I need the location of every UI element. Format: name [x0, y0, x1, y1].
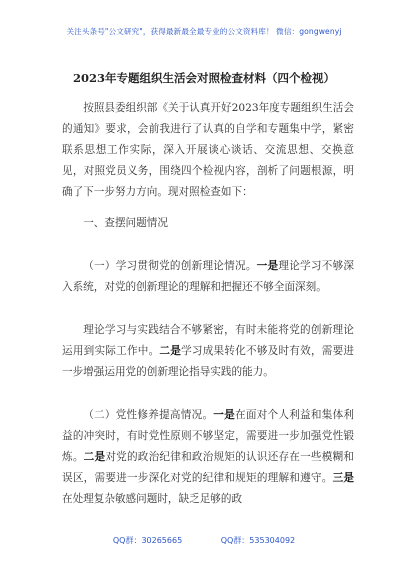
footer-qq-2: QQ群：535304092 [220, 536, 296, 545]
header-promo-note: 关注头条号"公文研究"，获得最新最全最专业的公文资料库！ 微信：gongwenyj [66, 27, 342, 36]
item-2-two-text: 对党的政治纪律和政治规矩的认识还存在一些模糊和误区，需要进一步深化对党的纪律和规矩的理解和遵守。 [62, 451, 355, 484]
item-1-two-label: 二是 [159, 345, 182, 357]
document-title: 2023年专题组织生活会对照检查材料（四个检视） [72, 71, 335, 85]
item-2-lead: （二）党性修养提高情况。 [83, 409, 214, 421]
item-1-two-text: 学习成果转化不够及时有效，需要进一步增强运用党的创新理论指导实践的能力。 [62, 345, 355, 378]
item-1-one-label: 一是 [256, 260, 279, 272]
item-1-paragraph [62, 256, 354, 298]
footer-qq-groups [0, 535, 408, 546]
item-1-lead: （一）学习贯彻党的创新理论情况。 [83, 260, 257, 272]
document-body [62, 98, 354, 510]
item-2-one-label: 一是 [213, 409, 235, 421]
item-1-cont-text: 理论学习与实践结合不够紧密，有时未能将党的创新理论运用到实际工作中。 [62, 324, 354, 357]
intro-paragraph: 按照县委组织部《关于认真开好2023年度专题组织生活会的通知》要求，会前我进行了认真的自学和专题集中学，紧密联系思想工作实际，深入开展谈心谈话、交流思想、交换意见，对照党员义务，围绕四个检视内容，剖析了问题根源，明确了下一步努力方向。现对照检查如下： [62, 102, 354, 198]
section-heading-1: 一、查摆问题情况 [83, 217, 168, 229]
item-2-two-label: 二是 [83, 451, 106, 463]
item-2-one-text: 在面对个人利益和集体利益的冲突时，有时党性原则不够坚定，需要进一步加强党性锻炼。 [62, 409, 355, 463]
item-2-three-text: 在处理复杂敏感问题时，缺乏足够的政 [62, 493, 243, 505]
footer-qq-1: QQ群：30265665 [112, 536, 183, 545]
item-2-paragraph [62, 405, 354, 510]
item-2-three-label: 三是 [332, 472, 355, 484]
item-1-continuation-paragraph [62, 320, 354, 383]
item-1-one-text: 理论学习不够深入系统，对党的创新理论的理解和把握还不够全面深刻。 [62, 260, 355, 293]
